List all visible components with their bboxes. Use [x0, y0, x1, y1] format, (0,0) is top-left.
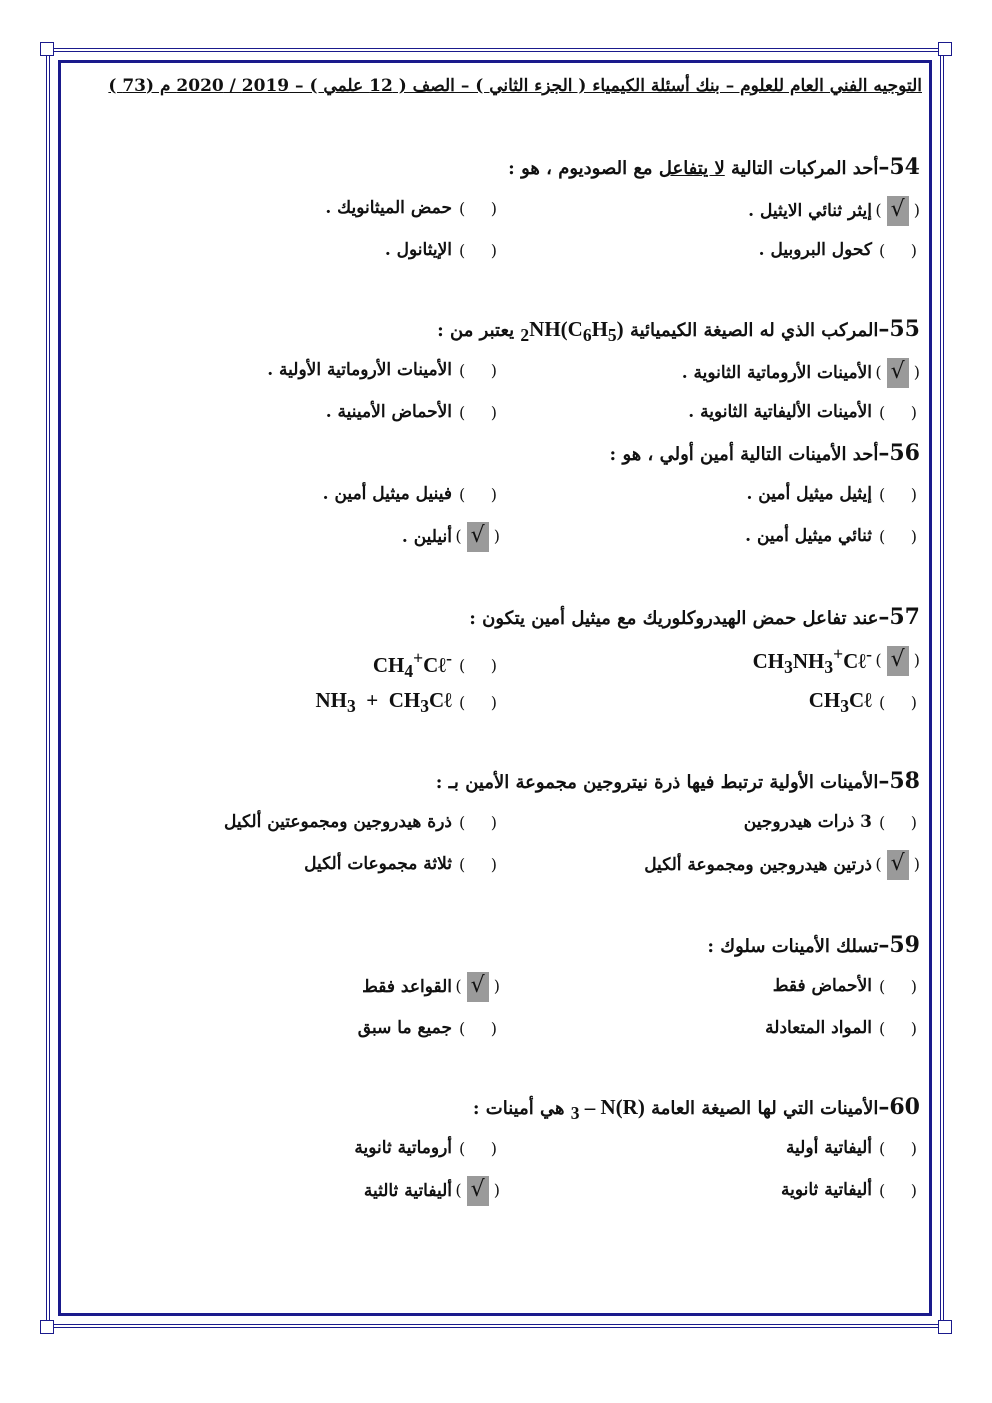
- check-mark-icon: √: [467, 522, 489, 552]
- question-text: عند تفاعل حمض الهيدروكلوريك مع ميثيل أمين يتكون :: [469, 608, 879, 629]
- option-60-d[interactable]: [364, 1176, 500, 1206]
- answer-paren[interactable]: ( ): [879, 240, 917, 260]
- answer-paren[interactable]: ( ): [879, 1180, 917, 1200]
- answer-paren[interactable]: ( ): [459, 854, 497, 874]
- option-label: أروماتية ثانوية: [354, 1138, 452, 1158]
- answer-paren[interactable]: ( √ ): [876, 850, 920, 880]
- option-label: الإيثانول .: [384, 240, 452, 260]
- option-label: إيثيل ميثيل أمين .: [746, 484, 872, 504]
- option-label: أليفاتية ثانوية: [781, 1180, 872, 1200]
- answer-paren[interactable]: ( ): [879, 812, 917, 832]
- option-label: ذرة هيدروجين ومجموعتين ألكيل: [224, 812, 452, 832]
- option-formula: $CH_4^+C\ell^-$: [372, 648, 452, 682]
- question-text: أحد المركبات التالية: [724, 158, 879, 179]
- question-58: [436, 768, 920, 794]
- option-56-d[interactable]: [402, 522, 500, 552]
- option-59-c[interactable]: [765, 1018, 920, 1038]
- option-label: الأحماض فقط: [772, 976, 872, 996]
- question-number: 58–: [878, 768, 920, 794]
- answer-paren[interactable]: ( ): [879, 976, 917, 996]
- answer-paren[interactable]: ( √ ): [876, 358, 920, 388]
- answer-paren[interactable]: ( ): [879, 1138, 917, 1158]
- option-57-b[interactable]: [373, 648, 500, 682]
- question-text-underlined: لا يتفاعل: [658, 158, 725, 179]
- answer-paren[interactable]: ( ): [459, 812, 497, 832]
- option-56-a[interactable]: [746, 484, 920, 504]
- option-55-d[interactable]: [326, 402, 500, 422]
- option-56-b[interactable]: [323, 484, 500, 504]
- option-label: أليفاتية ثالثية: [363, 1181, 452, 1201]
- option-label: فينيل ميثيل أمين .: [322, 484, 452, 504]
- answer-paren[interactable]: ( ): [459, 240, 497, 260]
- option-formula: $CH_3C\ell$: [808, 688, 872, 717]
- question-56: [610, 440, 920, 466]
- answer-paren[interactable]: ( ): [879, 402, 917, 422]
- option-59-a[interactable]: [773, 976, 920, 996]
- answer-paren[interactable]: ( √ ): [456, 972, 500, 1002]
- option-54-c[interactable]: [759, 240, 920, 260]
- option-label: كحول البروبيل .: [758, 240, 872, 260]
- corner-ornament: [40, 42, 54, 56]
- question-number: 59–: [878, 932, 920, 958]
- question-text: الأمينات الأولية ترتبط فيها ذرة نيتروجين مجموعة الأمين بـ :: [435, 772, 879, 793]
- option-55-b[interactable]: [267, 360, 500, 380]
- question-number: 57–: [878, 604, 920, 630]
- option-formula: $CH_3NH_3^+C\ell^-$: [752, 644, 872, 678]
- question-number: 54–: [878, 154, 920, 180]
- option-label: الأحماض الأمينية .: [325, 402, 452, 422]
- chemical-formula: $(C_6H_5)_2NH$: [520, 317, 624, 346]
- option-55-a[interactable]: [682, 358, 920, 388]
- corner-ornament: [938, 1320, 952, 1334]
- question-text: أحد الأمينات التالية أمين أولي ، هو :: [609, 444, 879, 465]
- question-60: [473, 1094, 920, 1124]
- answer-paren[interactable]: ( ): [879, 1018, 917, 1038]
- answer-paren[interactable]: ( ): [459, 1018, 497, 1038]
- option-label: الأمينات الأروماتية الثانوية .: [681, 363, 872, 383]
- question-number: 55–: [878, 316, 920, 342]
- corner-ornament: [938, 42, 952, 56]
- option-59-b[interactable]: [362, 972, 500, 1002]
- check-mark-icon: √: [887, 850, 909, 880]
- corner-ornament: [40, 1320, 54, 1334]
- question-text: يعتبر من :: [437, 320, 521, 341]
- check-mark-icon: √: [467, 1176, 489, 1206]
- option-label: القواعد فقط: [362, 977, 452, 997]
- option-59-d[interactable]: [358, 1018, 500, 1038]
- question-57: [469, 604, 920, 630]
- option-label: الأمينات الأليفاتية الثانوية .: [688, 402, 872, 422]
- option-label: أليفاتية أولية: [785, 1138, 872, 1158]
- chemical-formula: $(R)_3$ – N: [570, 1095, 645, 1124]
- option-label: أنيلين .: [401, 527, 452, 547]
- option-54-a[interactable]: [748, 196, 920, 226]
- question-number: 60–: [878, 1094, 920, 1120]
- answer-paren[interactable]: ( √ ): [456, 522, 500, 552]
- answer-paren[interactable]: ( ): [879, 526, 917, 546]
- check-mark-icon: √: [887, 196, 909, 226]
- question-54: [508, 154, 920, 180]
- page-header: التوجيه الفني العام للعلوم – بنك أسئلة الكيمياء ( الجزء الثاني ) – الصف ( 12 علمي ) – 2019 / 2020 م (73 ): [108, 76, 922, 96]
- option-58-c[interactable]: [644, 850, 920, 880]
- question-text: الأمينات التي لها الصيغة العامة: [644, 1098, 879, 1119]
- option-60-b[interactable]: [354, 1138, 500, 1158]
- question-text: مع الصوديوم ، هو :: [508, 158, 659, 179]
- option-60-c[interactable]: [781, 1180, 920, 1200]
- option-label: الأمينات الأروماتية الأولية .: [267, 360, 452, 380]
- option-label: ذرتين هيدروجين ومجموعة ألكيل: [644, 855, 872, 875]
- option-label: إيثر ثنائي الايثيل .: [748, 201, 872, 221]
- option-57-d[interactable]: [315, 688, 500, 717]
- option-formula: $NH_3$ + $CH_3C\ell$: [315, 688, 452, 717]
- option-58-b[interactable]: [224, 812, 500, 832]
- option-label: 3 ذرات هيدروجين: [743, 812, 872, 832]
- option-56-c[interactable]: [745, 526, 920, 546]
- option-label: المواد المتعادلة: [765, 1018, 872, 1038]
- answer-paren[interactable]: ( ): [459, 402, 497, 422]
- option-label: جميع ما سبق: [357, 1018, 452, 1038]
- option-54-b[interactable]: [325, 198, 500, 218]
- check-mark-icon: √: [467, 972, 489, 1002]
- answer-paren[interactable]: ( ): [459, 655, 497, 675]
- answer-paren[interactable]: ( ): [459, 1138, 497, 1158]
- option-55-c[interactable]: [688, 402, 920, 422]
- question-text: المركب الذي له الصيغة الكيميائية: [623, 320, 879, 341]
- option-label: حمض الميثانويك .: [325, 198, 452, 218]
- option-60-a[interactable]: [786, 1138, 920, 1158]
- answer-paren[interactable]: ( ): [459, 360, 497, 380]
- answer-paren[interactable]: ( √ ): [876, 646, 920, 676]
- option-57-a[interactable]: [753, 644, 920, 678]
- answer-paren[interactable]: ( ): [459, 198, 497, 218]
- option-54-d[interactable]: [385, 240, 500, 260]
- option-label: ثلاثة مجموعات ألكيل: [304, 854, 452, 874]
- answer-paren[interactable]: ( ): [879, 693, 917, 713]
- question-55: [437, 316, 920, 346]
- question-text: هي أمينات :: [472, 1098, 571, 1119]
- answer-paren[interactable]: ( ): [459, 484, 497, 504]
- question-text: تسلك الأمينات سلوك :: [707, 936, 879, 957]
- answer-paren[interactable]: ( ): [879, 484, 917, 504]
- question-number: 56–: [878, 440, 920, 466]
- option-57-c[interactable]: [809, 688, 920, 717]
- answer-paren[interactable]: ( ): [459, 693, 497, 713]
- option-58-a[interactable]: [744, 812, 920, 832]
- option-label: ثنائي ميثيل أمين .: [745, 526, 872, 546]
- check-mark-icon: √: [887, 358, 909, 388]
- check-mark-icon: √: [887, 646, 909, 676]
- option-58-d[interactable]: [304, 854, 500, 874]
- answer-paren[interactable]: ( √ ): [456, 1176, 500, 1206]
- question-59: [707, 932, 920, 958]
- answer-paren[interactable]: ( √ ): [876, 196, 920, 226]
